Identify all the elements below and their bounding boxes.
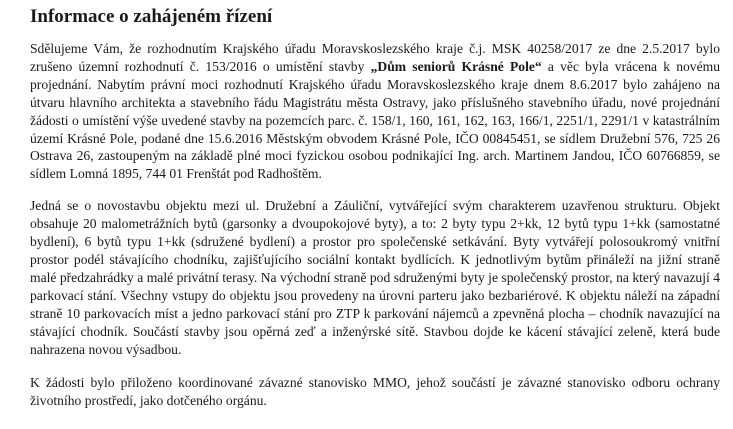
paragraph-decision-text-start: Sdělujeme Vám, že rozhodnutím Krajského úřadu Moravskoslezského kraje č.j. MSK 40258/2017 ze dne 2.5.2017 bylo zrušeno územní rozhodnutí č. 153/2016 o umístění stavby (30, 41, 720, 74)
paragraph-description: Jedná se o novostavbu objektu mezi ul. Družební a Záuliční, vytvářející svým charakterem uzavřenou strukturu. Objekt obsahuje 20 malometrážních bytů (garsonky a dvoupokojové byty), a to: 2 byty typu 2+kk, 12 bytů typu 1+kk (samostatné bydlení), 6 bytů typu 1+kk (sdružené bydlení) a prostor pro společenské setkávání. Byty vytvářejí polosoukromý vnitřní prostor podél stávajícího chodníku, zajišťujícího sociální kontakt bydlících. K jednotlivým bytům přináleží na jižní straně malé předzahrádky a malé privátní terasy. Na východní straně pod sdruženými byty je společenský prostor, na který navazují 4 parkovací stání. Všechny vstupy do objektu jsou provedeny na úrovni parteru jako bezbariérové. K objektu náleží na západní straně 10 parkovacích míst a jedno parkovací stání pro ZTP k parkování nájemců a zpevněná plocha – chodník navazující na stávající chodník. Součástí stavby jsou opěrná zeď a inženýrské sítě. Stavbou dojde ke kácení stávající zeleně, která bude nahrazena novou výsadbou. (30, 198, 720, 357)
paragraph-decision-text-end: a věc byla vrácena k novému projednání. Nabytím právní moci rozhodnutí Krajského úřadu Moravskoslezského kraje dnem 8.6.2017 bylo zahájeno na útvaru hlavního architekta a stavebního řádu Magistrátu města Ostravy, jako příslušného stavebního úřadu, nové projednání žádosti o umístění výše uvedené stavby na pozemcích parc. č. 158/1, 160, 161, 162, 163, 166/1, 2251/1, 2291/1 v katastrálním území Krásné Pole, podané dne 15.6.2016 Městským obvodem Krásné Pole, IČO 00845451, se sídlem Družební 576, 725 26 Ostrava 26, zastoupeným na základě plné moci fyzickou osobou podnikající Ing. arch. Martinem Jandou, IČO 60766859, se sídlem Lomná 1895, 744 01 Frenštát pod Radhoštěm. (30, 58, 721, 182)
project-name: „Dům seniorů Krásné Pole“ (370, 58, 542, 74)
document-title: Informace o zahájeném řízení (30, 6, 273, 27)
paragraph-attachment: K žádosti bylo přiloženo koordinované závazné stanovisko MMO, jehož součástí je závazné stanovisko odboru ochrany životního prostředí, jako dotčeného orgánu. (30, 375, 720, 409)
paragraph-decision (30, 40, 720, 183)
document (30, 4, 720, 424)
